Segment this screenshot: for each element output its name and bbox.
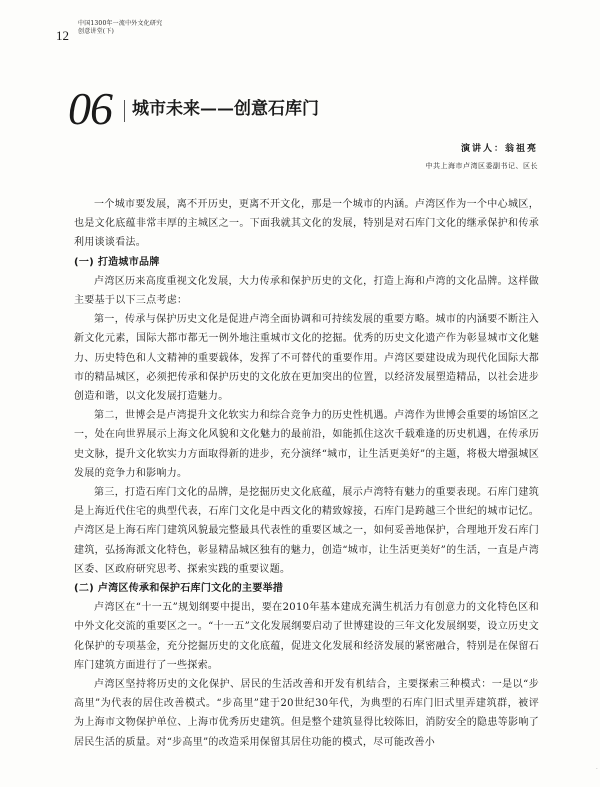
body-paragraph: 卢湾区历来高度重视文化发展，大力传承和保护历史的文化，打造上海和卢湾的文化品牌。这样做主要基于以下三点考虑： [74,275,539,307]
chapter-number: 06 [68,83,112,134]
page-number: 12 [56,28,69,43]
speaker-name: 演讲人：翁祖亮 [460,144,538,154]
body-paragraph: 第三，打造石库门文化的品牌，是挖掘历史文化底蕴，展示卢湾特有魅力的重要表现。石库门建筑是上海近代住宅的典型代表，石库门文化是中西文化的精致嫁接，石库门是跨越三个世纪的城市记忆。卢湾区是上海石库门建筑风貌最完整最具代表性的重要区域之一，如何妥善地保护，合理地开发石库门建筑，弘扬海派文化特色，彰显精品城区独有的魅力，创造“城市，让生活更美好”的生活，一直是卢湾区委、区政府研究思考、探索实践的重要议题。 [74,487,539,575]
body-paragraph: 第二，世博会是卢湾提升文化软实力和综合竞争力的历史性机遇。卢湾作为世博会重要的场馆区之一，处在向世界展示上海文化风貌和文化魅力的最前沿，如能抓住这次千载难逢的历史机遇，在传承历史文脉，提升文化软实力方面取得新的进步，充分演绎“城市，让生活更美好”的主题，将极大增强城区发展的竞争力和影响力。 [74,410,539,479]
chapter-title: 城市未来——创意石库门 [132,99,319,119]
article-body [74,195,539,752]
series-title-line2: 创意讲堂(下) [78,28,115,35]
series-title [78,20,162,36]
section-heading-1: (一) 打造城市品牌 [74,256,160,268]
chapter-divider [124,100,125,122]
body-paragraph: 卢湾区在“十一五”规划纲要中提出，要在2010年基本建成充满生机活力有创意力的文化特色区和中外文化交流的重要区之一。“十一五”文化发展纲要启动了世博建设的三年文化发展纲要，设立历史文化保护的专项基金，充分挖掘历史的文化底蕴，促进文化发展和经济发展的紧密融合，特别是在保留石库门建筑方面进行了一些探索。 [74,602,539,671]
body-paragraph: 卢湾区坚持将历史的文化保护、居民的生活改善和开发有机结合，主要探索三种模式：一是以“步高里”为代表的居住改善模式。“步高里”建于20世纪30年代，为典型的石库门旧式里弄建筑群，被评为上海市文物保护单位、上海市优秀历史建筑。但是整个建筑显得比较陈旧，消防安全的隐患等影响了居民生活的质量。对“步高里”的改造采用保留其居住功能的模式，尽可能改善小 [74,679,539,748]
intro-paragraph: 一个城市要发展，离不开历史，更离不开文化，那是一个城市的内涵。卢湾区作为一个中心城区，也是文化底蕴非常丰厚的主城区之一。下面我就其文化的发展，特别是对石库门文化的继承保护和传承利用谈谈看法。 [74,199,539,249]
scan-mark: · [595,765,598,773]
speaker-affiliation: 中共上海市卢湾区委副书记、区长 [425,162,538,170]
section-heading-2: (二) 卢湾区传承和保护石库门文化的主要举措 [74,583,284,595]
body-paragraph: 第一，传承与保护历史文化是促进卢湾全面协调和可持续发展的重要方略。城市的内涵要不断注入新文化元素，国际大都市都无一例外地注重城市文化的挖掘。优秀的历史文化遗产作为彰显城市文化魅力、历史特色和人文精神的重要载体，发挥了不可替代的重要作用。卢湾区要建设成为现代化国际大都市的精品城区，必须把传承和保护历史的文化放在更加突出的位置，以经济发展塑造精品，以社会进步创造和谐，以文化发展打造魅力。 [74,314,539,403]
series-title-line1: 中国1300年一流中外文化研究 [78,20,163,27]
